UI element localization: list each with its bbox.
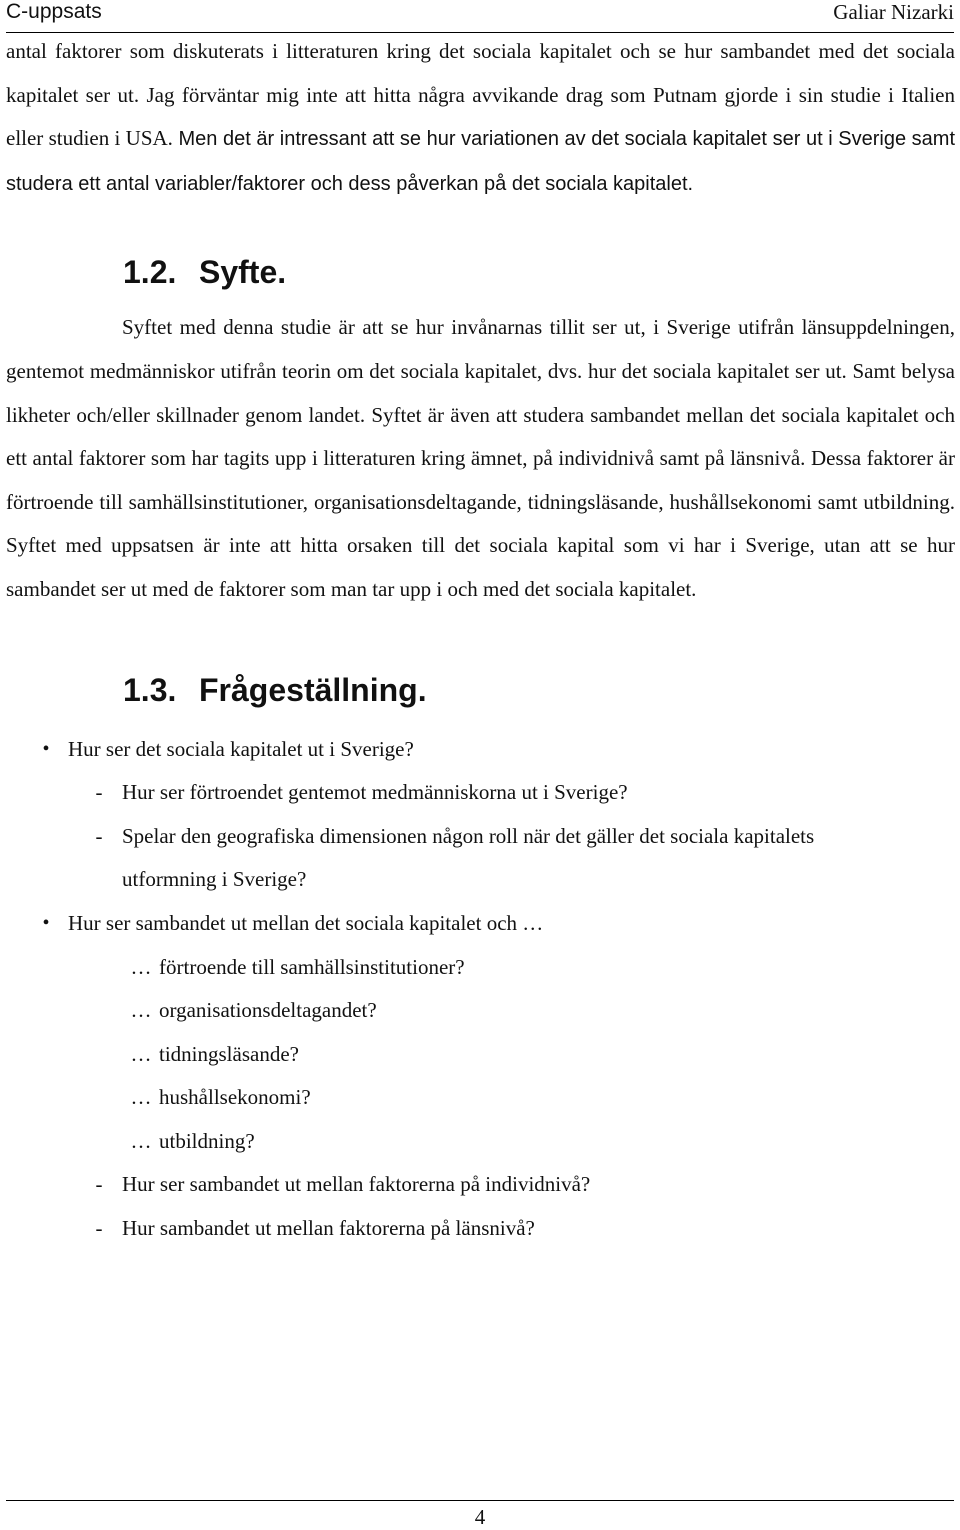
intro-paragraph xyxy=(6,30,955,206)
factor-text: tidningsläsande? xyxy=(159,1041,299,1066)
ellipsis-item xyxy=(6,946,955,990)
list-item xyxy=(6,771,955,815)
ellipsis-item xyxy=(6,1033,955,1077)
ellipsis-item xyxy=(6,989,955,1033)
section-number: 1.3. xyxy=(123,671,177,708)
ellipsis-icon: … xyxy=(130,1128,152,1153)
list-item xyxy=(6,902,955,946)
question-text: Spelar den geografiska dimensionen någon roll när det gäller det sociala kapitalets xyxy=(122,823,815,848)
footer-divider xyxy=(6,1500,954,1501)
dash-icon: - xyxy=(95,780,103,805)
section-number: 1.2. xyxy=(123,254,177,291)
factor-text: utbildning? xyxy=(159,1128,255,1153)
intro-text-sans: Men det är intressant att se hur variationen av det sociala kapitalet ser ut i Sverige samt studera ett antal variabler/faktorer och dess påverkan på det sociala kapitalet. xyxy=(6,128,955,195)
factor-text: organisationsdeltagandet? xyxy=(159,998,377,1023)
list-item-continuation xyxy=(122,858,955,902)
question-list xyxy=(6,728,955,1251)
ellipsis-icon: … xyxy=(130,998,152,1023)
section-title: Syfte. xyxy=(199,254,287,291)
ellipsis-icon: … xyxy=(130,1041,152,1066)
question-text: Hur ser det sociala kapitalet ut i Sverige? xyxy=(68,736,414,761)
page-header xyxy=(6,0,954,33)
ellipsis-icon: … xyxy=(130,1085,152,1110)
ellipsis-item xyxy=(6,1076,955,1120)
header-course: C-uppsats xyxy=(6,0,102,23)
intro-text-serif: antal faktorer som diskuterats i litteraturen kring det sociala kapitalet och se hur sambandet med det sociala kapitalet ser ut. Jag förväntar mig inte att hitta några avvikande drag som Putnam gjorde i sin studie i Italien eller studien i USA. xyxy=(6,39,955,151)
page-body xyxy=(6,30,955,1251)
list-item xyxy=(6,728,955,772)
dash-icon: - xyxy=(95,1216,103,1241)
bullet-icon: • xyxy=(42,737,50,760)
factor-text: hushållsekonomi? xyxy=(159,1085,311,1110)
ellipsis-icon: … xyxy=(130,954,152,979)
question-text: Hur sambandet ut mellan faktorerna på länsnivå? xyxy=(122,1216,535,1241)
ellipsis-item xyxy=(6,1120,955,1164)
list-item xyxy=(6,815,955,859)
question-text: Hur ser sambandet ut mellan det sociala kapitalet och … xyxy=(68,910,544,935)
list-item xyxy=(6,1207,955,1251)
section-title: Frågeställning. xyxy=(199,671,427,708)
header-author: Galiar Nizarki xyxy=(833,0,954,24)
dash-icon: - xyxy=(95,1172,103,1197)
list-item xyxy=(6,1163,955,1207)
question-text: Hur ser förtroendet gentemot medmänniskorna ut i Sverige? xyxy=(122,780,628,805)
page-number: 4 xyxy=(474,1505,486,1529)
dash-icon: - xyxy=(95,823,103,848)
section-heading-fragestallning xyxy=(6,668,955,712)
factor-text: förtroende till samhällsinstitutioner? xyxy=(159,954,465,979)
bullet-icon: • xyxy=(42,911,50,934)
question-text: Hur ser sambandet ut mellan faktorerna på individnivå? xyxy=(122,1172,591,1197)
syfte-paragraph: Syftet med denna studie är att se hur invånarnas tillit ser ut, i Sverige utifrån länsuppdelningen, gentemot medmänniskor utifrån teorin om det sociala kapitalet, dvs. hur det sociala kapitalet ser ut. Samt belysa likheter och/eller skillnader genom landet. Syftet är även att studera sambandet mellan det sociala kapitalet och ett antal faktorer som har tagits upp i litteraturen kring ämnet, på individnivå samt på länsnivå. Dessa faktorer är förtroende till samhällsinstitutioner, organisationsdeltagande, tidningsläsande, hushållsekonomi samt utbildning. Syftet med uppsatsen är inte att hitta orsaken till det sociala kapital som vi har i Sverige, utan att se hur sambandet ser ut med de faktorer som man tar upp i och med det sociala kapitalet. xyxy=(6,315,955,601)
section-heading-syfte xyxy=(6,250,955,294)
question-text: utformning i Sverige? xyxy=(122,867,307,892)
